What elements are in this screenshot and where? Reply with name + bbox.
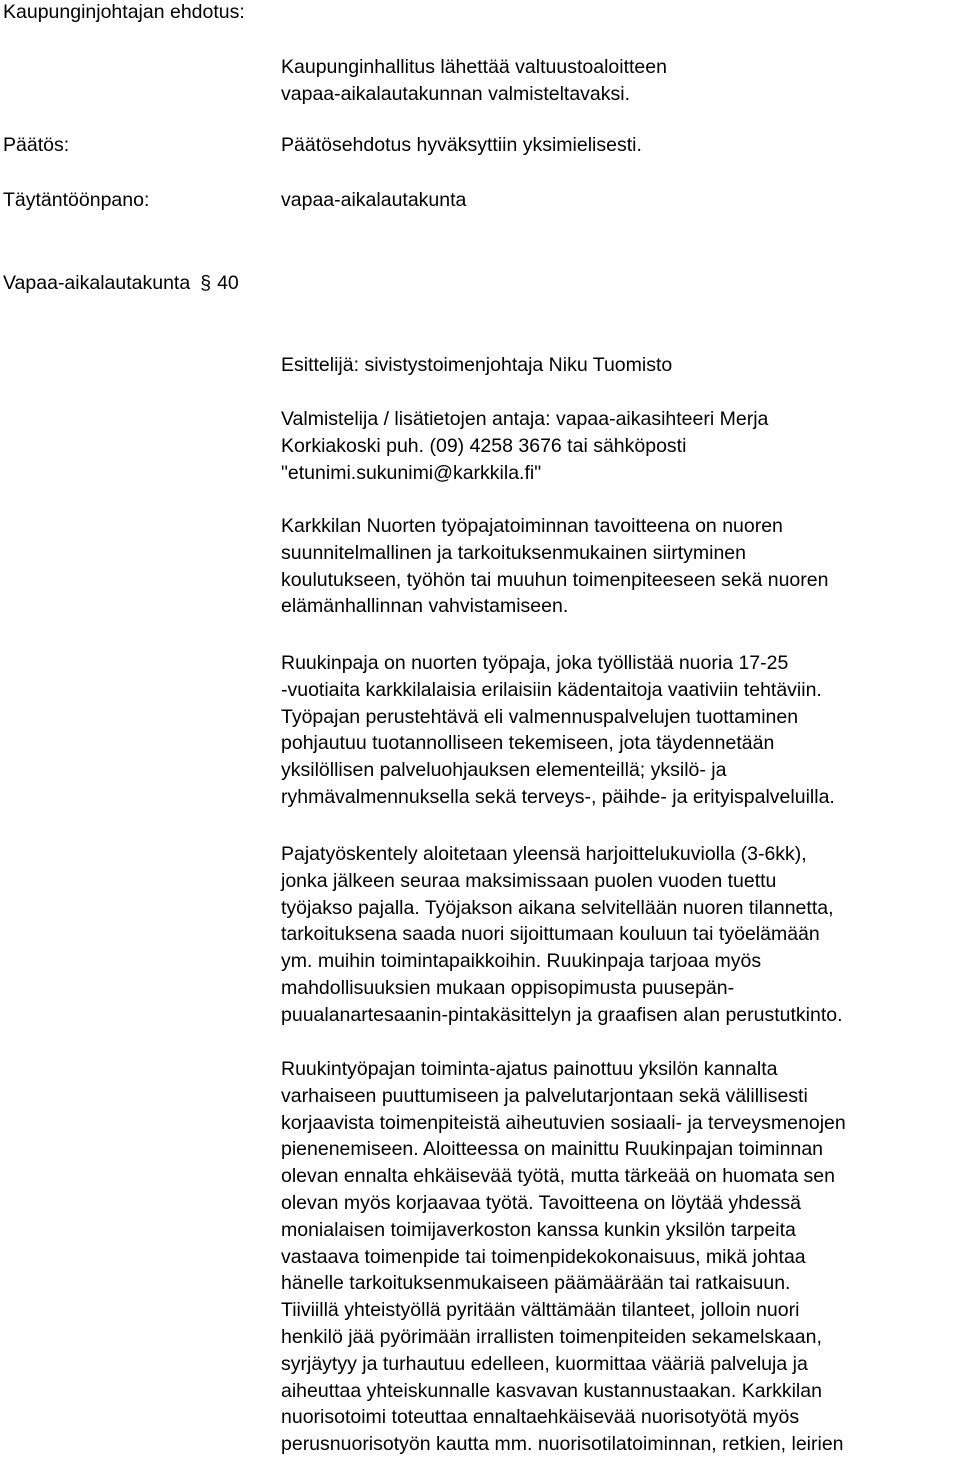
paragraph-line: elämänhallinnan vahvistamiseen. (281, 595, 569, 618)
paragraph-line: nuorisotoimi toteuttaa ennaltaehkäisevää nuorisotyötä myös (281, 1406, 800, 1429)
proposal-text (281, 54, 960, 108)
paragraph-line: syrjäytyy ja turhautuu edelleen, kuormittaa vääriä palveluja ja (281, 1352, 808, 1375)
paragraph-line: puualanartesaanin-pintakäsittelyn ja graafisen alan perustutkinto. (281, 1003, 843, 1026)
section-heading (3, 270, 239, 297)
paragraph-line: Ruukinpaja on nuorten työpaja, joka työllistää nuoria 17-25 (281, 652, 789, 674)
paragraph-line: Pajatyöskentely aloitetaan yleensä harjoittelukuviolla (3-6kk), (281, 843, 807, 865)
paragraph-line: pienenemiseen. Aloitteessa on mainittu Ruukinpajan toiminnan (281, 1138, 824, 1161)
paragraph-line: Työpajan perustehtävä eli valmennuspalvelujen tuottaminen (281, 705, 799, 728)
paragraph-line: korjaavista toimenpiteistä aiheutuvien sosiaali- ja terveysmenojen (281, 1111, 846, 1134)
paragraph-1 (281, 513, 960, 620)
paragraph-line: suunnitelmallinen ja tarkoituksenmukainen siirtyminen (281, 541, 746, 564)
paragraph-2 (281, 650, 960, 811)
section-sign: § (200, 272, 212, 294)
preparer-line: "etunimi.sukunimi@karkkila.fi" (281, 462, 542, 484)
preparer-line: Korkiakoski puh. (09) 4258 3676 tai sähköposti (281, 435, 687, 457)
preparer-info (281, 406, 960, 487)
presenter-line: Esittelijä: sivistystoimenjohtaja Niku Tuomisto (281, 354, 673, 376)
paragraph-line: Karkkilan Nuorten työpajatoiminnan tavoitteena on nuoren (281, 515, 783, 537)
section-number: 40 (217, 272, 239, 294)
decision-line: Päätösehdotus hyväksyttiin yksimielisesti. (281, 134, 642, 156)
decision-label: Päätös: (3, 134, 70, 156)
paragraph-4 (281, 1056, 960, 1458)
presenter (281, 352, 960, 379)
decision-text (281, 132, 960, 159)
paragraph-line: henkilö jää pyörimään irrallisten toimenpiteiden sekamelskaan, (281, 1325, 822, 1348)
paragraph-line: hänelle tarkoituksenmukaiseen päämäärään tai ratkaisuun. (281, 1272, 791, 1295)
paragraph-line: vastaava toimenpide tai toimenpidekokonaisuus, mikä johtaa (281, 1245, 806, 1268)
paragraph-line: tarkoituksena saada nuori sijoittumaan kouluun tai työelämään (281, 923, 820, 946)
execution-line: vapaa-aikalautakunta (281, 189, 467, 211)
paragraph-line: pohjautuu tuotannolliseen tekemiseen, jota täydennetään (281, 732, 775, 755)
paragraph-line: -vuotiaita karkkilalaisia erilaisiin kädentaitoja vaativiin tehtäviin. (281, 678, 822, 701)
paragraph-line: yksilöllisen palveluohjauksen elementeillä; yksilö- ja (281, 759, 727, 782)
paragraph-line: olevan ennalta ehkäisevää työtä, mutta tärkeää on huomata sen (281, 1165, 835, 1188)
paragraph-line: aiheuttaa yhteiskunnalle kasvavan kustannustaakan. Karkkilan (281, 1379, 822, 1402)
paragraph-line: Tiiviillä yhteistyöllä pyritään välttämään tilanteet, jolloin nuori (281, 1299, 800, 1322)
paragraph-line: ym. muihin toimintapaikkoihin. Ruukinpaja tarjoaa myös (281, 950, 762, 973)
proposal-label: Kaupunginjohtajan ehdotus: (3, 1, 245, 23)
paragraph-line: varhaiseen puuttumiseen ja palvelutarjontaan sekä välillisesti (281, 1084, 808, 1107)
execution-label: Täytäntöönpano: (3, 189, 150, 211)
proposal-line: vapaa-aikalautakunnan valmisteltavaksi. (281, 83, 631, 105)
execution-text (281, 187, 960, 214)
paragraph-line: olevan myös korjaavaa työtä. Tavoitteena on löytää yhdessä (281, 1191, 801, 1214)
paragraph-line: ryhmävalmennuksella sekä terveys-, päihde- ja erityispalveluilla. (281, 785, 835, 808)
paragraph-line: Ruukintyöpajan toiminta-ajatus painottuu yksilön kannalta (281, 1058, 778, 1080)
paragraph-line: koulutukseen, työhön tai muuhun toimenpiteeseen sekä nuoren (281, 568, 829, 591)
proposal-line: Kaupunginhallitus lähettää valtuustoaloitteen (281, 56, 667, 78)
preparer-line: Valmistelija / lisätietojen antaja: vapaa-aikasihteeri Merja (281, 408, 769, 430)
paragraph-line: jonka jälkeen seuraa maksimissaan puolen vuoden tuettu (281, 869, 777, 892)
paragraph-line: monialaisen toimijaverkoston kanssa kunkin yksilön tarpeita (281, 1218, 796, 1241)
paragraph-line: mahdollisuuksien mukaan oppisopimusta puusepän- (281, 976, 735, 999)
section-title: Vapaa-aikalautakunta (3, 272, 191, 294)
paragraph-line: työjakso pajalla. Työjakson aikana selvitellään nuoren tilannetta, (281, 896, 834, 919)
paragraph-3 (281, 841, 960, 1029)
paragraph-line: perusnuorisotyön kautta mm. nuorisotilatoiminnan, retkien, leirien (281, 1433, 844, 1456)
